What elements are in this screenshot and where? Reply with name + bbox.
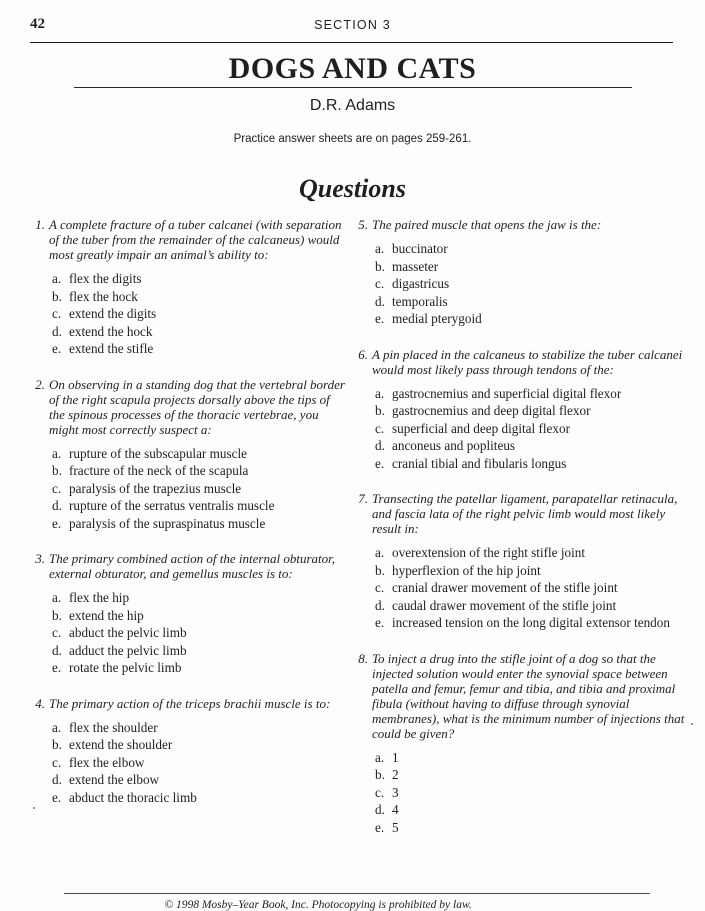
question-stem: To inject a drug into the stifle joint of a dog so that the injected solution would enter the synovial space between patella and femur, femur and tibia, and tibia and proximal fibula (without having to diffuse through synovial membranes), what is the minimum number of injections that could be given? [372,650,685,741]
option-letter: b. [375,258,385,274]
question-stem: The primary action of the triceps brachii muscle is to: [49,695,331,711]
answer-option [49,659,348,677]
answer-option [372,614,697,632]
option-text: flex the elbow [69,754,145,770]
section-header: SECTION 3 [314,18,391,32]
scan-speck [691,723,693,725]
option-letter: a. [375,241,385,256]
option-letter: d. [375,438,385,453]
option-text: extend the digits [69,306,157,321]
option-letter: b. [375,403,385,418]
option-letter: d. [52,323,62,339]
option-text: gastrocnemius and deep digital flexor [392,403,591,418]
practice-note: Practice answer sheets are on pages 259-261. [233,133,472,145]
answer-option [372,749,697,767]
option-letter: b. [52,607,62,623]
question-stem: A complete fracture of a tuber calcanei (with separation of the tuber from the remainder of the calcaneus) would most greatly impair an animal’s ability to: [49,217,342,262]
copyright-notice: © 1998 Mosby–Year Book, Inc. Photocopying is prohibited by law. [164,899,472,911]
question-stem: A pin placed in the calcaneus to stabilize the tuber calcanei would most likely pass through tendons of the: [372,346,683,377]
question-number: 7. [358,491,368,506]
option-text: abduct the thoracic limb [69,789,197,805]
answer-option [49,340,348,358]
answer-option [372,597,697,615]
options-list [49,589,348,677]
answer-option [372,310,697,328]
option-letter: b. [52,463,62,478]
answer-option [372,293,697,311]
question-body [372,347,697,473]
question-stem: Transecting the patellar ligament, parapatellar retinacula, and fascia lata of the right pelvic limb would most likely result in: [372,491,678,536]
question [30,377,348,533]
question-stem: The paired muscle that opens the jaw is the: [372,217,602,232]
question-number: 8. [358,650,368,666]
chapter-title: DOGS AND CATS [228,52,477,85]
option-text: extend the shoulder [69,737,173,752]
option-letter: e. [52,660,62,675]
answer-option [49,270,348,288]
answer-option [372,240,697,258]
option-text: digastricus [392,276,450,291]
option-text: flex the hock [69,288,138,304]
option-letter: a. [52,445,62,461]
answer-option [49,771,348,789]
question-body [49,217,348,358]
page-number: 42 [30,16,45,32]
options-list [49,445,348,533]
question-body [49,377,348,533]
option-letter: c. [375,784,385,800]
title-rule [74,87,632,88]
questions-column-right [353,217,697,855]
option-text: fracture of the neck of the scapula [69,463,249,478]
option-letter: e. [375,615,385,630]
option-text: flex the shoulder [69,719,158,735]
question-body [49,551,348,677]
options-list [49,270,348,358]
answer-option [372,402,697,420]
options-list [372,240,697,328]
question-body [372,651,697,837]
answer-option [372,385,697,403]
option-text: masseter [392,258,439,274]
answer-option [372,819,697,837]
question [353,347,697,473]
option-text: superficial and deep digital flexor [392,420,570,436]
option-text: 2 [392,767,399,782]
option-text: rupture of the serratus ventralis muscle [69,498,275,513]
option-text: flex the digits [69,271,142,286]
answer-option [49,462,348,480]
option-letter: d. [375,293,385,309]
question-number: 1. [35,217,45,232]
option-text: rupture of the subscapular muscle [69,445,247,461]
option-text: extend the elbow [69,772,160,787]
answer-option [49,789,348,807]
options-list [49,719,348,807]
option-letter: b. [52,737,62,752]
option-text: cranial drawer movement of the stifle joint [392,580,618,595]
option-letter: e. [52,789,62,805]
question-number: 6. [358,346,368,362]
question-body [49,696,348,807]
option-letter: c. [52,306,62,321]
answer-option [372,544,697,562]
question-stem: The primary combined action of the internal obturator, external obturator, and gemellus muscles is to: [49,551,335,581]
question-number: 4. [35,695,45,711]
scan-speck [33,807,35,809]
option-letter: a. [375,545,385,560]
question [30,696,348,807]
option-text: paralysis of the supraspinatus muscle [69,515,266,531]
option-text: hyperflexion of the hip joint [392,562,541,578]
option-text: 1 [392,749,399,765]
answer-option [49,305,348,323]
options-list [372,385,697,473]
option-letter: d. [375,802,385,817]
option-text: extend the hock [69,323,153,339]
footer-rule [64,893,650,894]
question-number: 2. [35,376,45,392]
option-text: extend the hip [69,607,144,623]
answer-option [372,420,697,438]
questions-column-left [30,217,348,825]
option-text: anconeus and popliteus [392,438,516,453]
questions-heading: Questions [299,174,406,203]
option-text: medial pterygoid [392,311,482,326]
answer-option [372,801,697,819]
answer-option [372,579,697,597]
option-text: flex the hip [69,590,130,605]
header-rule [30,42,673,43]
answer-option [49,607,348,625]
option-letter: d. [52,642,62,658]
answer-option [372,562,697,580]
options-list [372,544,697,632]
answer-option [372,275,697,293]
answer-option [49,288,348,306]
option-letter: d. [52,772,62,787]
answer-option [372,455,697,473]
option-text: abduct the pelvic limb [69,625,187,640]
option-letter: e. [52,515,62,531]
author-name: D.R. Adams [309,97,396,114]
answer-option [49,515,348,533]
option-text: 3 [392,784,399,800]
question [353,491,697,632]
option-letter: c. [52,754,62,770]
question-body [372,217,697,328]
question-number: 3. [35,551,45,566]
answer-option [49,445,348,463]
answer-option [49,736,348,754]
option-text: paralysis of the trapezius muscle [69,480,242,496]
option-letter: d. [52,498,62,513]
option-letter: c. [375,276,385,291]
option-letter: a. [52,590,62,605]
option-letter: e. [52,341,62,356]
option-letter: a. [375,385,385,401]
answer-option [372,784,697,802]
option-text: overextension of the right stifle joint [392,545,586,560]
answer-option [372,437,697,455]
answer-option [372,258,697,276]
options-list [372,749,697,837]
option-letter: a. [52,271,62,286]
option-letter: e. [375,455,385,471]
option-letter: e. [375,819,385,835]
question [30,217,348,358]
question [353,217,697,328]
option-letter: b. [52,288,62,304]
option-text: cranial tibial and fibularis longus [392,455,567,471]
question [30,551,348,677]
option-text: temporalis [392,293,448,309]
question-body [372,491,697,632]
option-letter: a. [375,749,385,765]
question-stem: On observing in a standing dog that the vertebral border of the right scapula projects dorsally above the tips of the spinous processes of the thoracic vertebrae, you might most correctly suspect a: [49,376,345,437]
answer-option [49,497,348,515]
option-text: rotate the pelvic limb [69,660,182,675]
option-letter: b. [375,562,385,578]
option-text: 4 [392,802,399,817]
option-letter: c. [52,625,62,640]
answer-option [372,766,697,784]
option-text: buccinator [392,241,448,256]
option-letter: b. [375,767,385,782]
option-letter: c. [375,580,385,595]
option-text: 5 [392,819,399,835]
answer-option [49,642,348,660]
option-letter: e. [375,311,385,326]
option-letter: c. [52,480,62,496]
answer-option [49,719,348,737]
option-text: adduct the pelvic limb [69,642,187,658]
option-text: increased tension on the long digital extensor tendon [392,615,670,630]
question-number: 5. [358,217,368,232]
option-letter: c. [375,420,385,436]
option-letter: a. [52,719,62,735]
answer-option [49,624,348,642]
option-text: gastrocnemius and superficial digital flexor [392,385,622,401]
answer-option [49,480,348,498]
option-text: extend the stifle [69,341,154,356]
answer-option [49,323,348,341]
answer-option [49,589,348,607]
question [353,651,697,837]
option-text: caudal drawer movement of the stifle joint [392,597,617,613]
option-letter: d. [375,597,385,613]
answer-option [49,754,348,772]
